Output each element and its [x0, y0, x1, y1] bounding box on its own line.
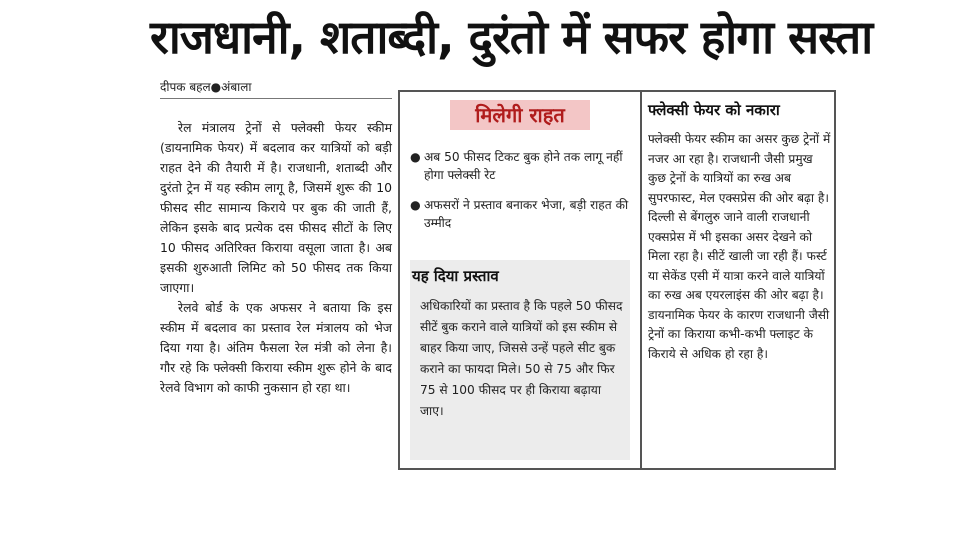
flexi-rejected-title: फ्लेक्सी फेयर को नकारा: [648, 101, 780, 119]
proposal-text: अधिकारियों का प्रस्ताव है कि पहले 50 फीसद सीटें बुक कराने वाले यात्रियों को इस स्कीम से बाहर किया जाए, जिससे उन्हें पहले सीट बुक कराने का फायदा मिले। 50 से 75 और फिर 75 से 100 फीसद पर ही किराया बढ़ाया जाए।: [420, 299, 623, 418]
headline: राजधानी, शताब्दी, दुरंतो में सफर होगा सस्ता: [150, 10, 873, 64]
bullet-icon: ●: [410, 150, 421, 164]
relief-bullet-list: [410, 148, 635, 244]
article-paragraph-1: रेल मंत्रालय ट्रेनों से फ्लेक्सी फेयर स्कीम (डायनामिक फेयर) में बदलाव कर यात्रियों को बड़ी राहत देने की तैयारी में है। राजधानी, शताब्दी और दुरंतो ट्रेन में यह स्कीम लागू है, जिसमें शुरू की 10 फीसद सीट सामान्य किराये पर बुक की जाती हैं, लेकिन इसके बाद प्रत्येक दस फीसद सीटों के लिए 10 फीसद अतिरिक्त किराया वसूला जाता है। अब इसकी शुरुआती लिमिट को 50 फीसद तक किया जाएगा।: [160, 120, 392, 295]
article-body: [160, 118, 392, 398]
byline: दीपक बहल●अंबाला: [160, 80, 252, 94]
flexi-rejected-text: फ्लेक्सी फेयर स्कीम का असर कुछ ट्रेनों में नजर आ रहा है। राजधानी जैसी प्रमुख कुछ ट्रेनों के यात्रियों का रुख अब सुपरफास्ट, मेल एक्सप्रेस की ओर बढ़ा है। दिल्ली से बेंगलुरु जाने वाली राजधानी एक्सप्रेस में भी इसका असर देखने को मिला रहा है। सीटें खाली जा रही हैं। फर्स्ट या सेकेंड एसी में यात्रा करने वाले यात्रियों का रुख अब एयरलाइंस की ओर बढ़ा है। डायनामिक फेयर के कारण राजधानी जैसी ट्रेनों का किराया कभी-कभी फ्लाइट के किराये से अधिक हो रहा है।: [648, 132, 831, 361]
article-paragraph-2: रेलवे बोर्ड के एक अफसर ने बताया कि इस स्कीम में बदलाव का प्रस्ताव रेल मंत्रालय को भेज दिया गया है। अंतिम फैसला रेल मंत्री को लेना है। गौर रहे कि फ्लेक्सी किराया स्कीम शुरू होने के बाद रेलवे विभाग को काफी नुकसान हो रहा था।: [160, 300, 392, 395]
relief-bullet-1: [410, 148, 635, 184]
proposal-title: यह दिया प्रस्ताव: [412, 267, 499, 285]
byline-divider: [160, 98, 392, 99]
bullet-icon: ●: [410, 198, 421, 212]
relief-bullet-text: अब 50 फीसद टिकट बुक होने तक लागू नहीं होगा फ्लेक्सी रेट: [424, 150, 623, 182]
relief-banner: मिलेगी राहत: [450, 100, 590, 130]
relief-bullet-text: अफसरों ने प्रस्ताव बनाकर भेजा, बड़ी राहत की उम्मीद: [424, 198, 629, 230]
relief-bullet-2: [410, 196, 635, 232]
